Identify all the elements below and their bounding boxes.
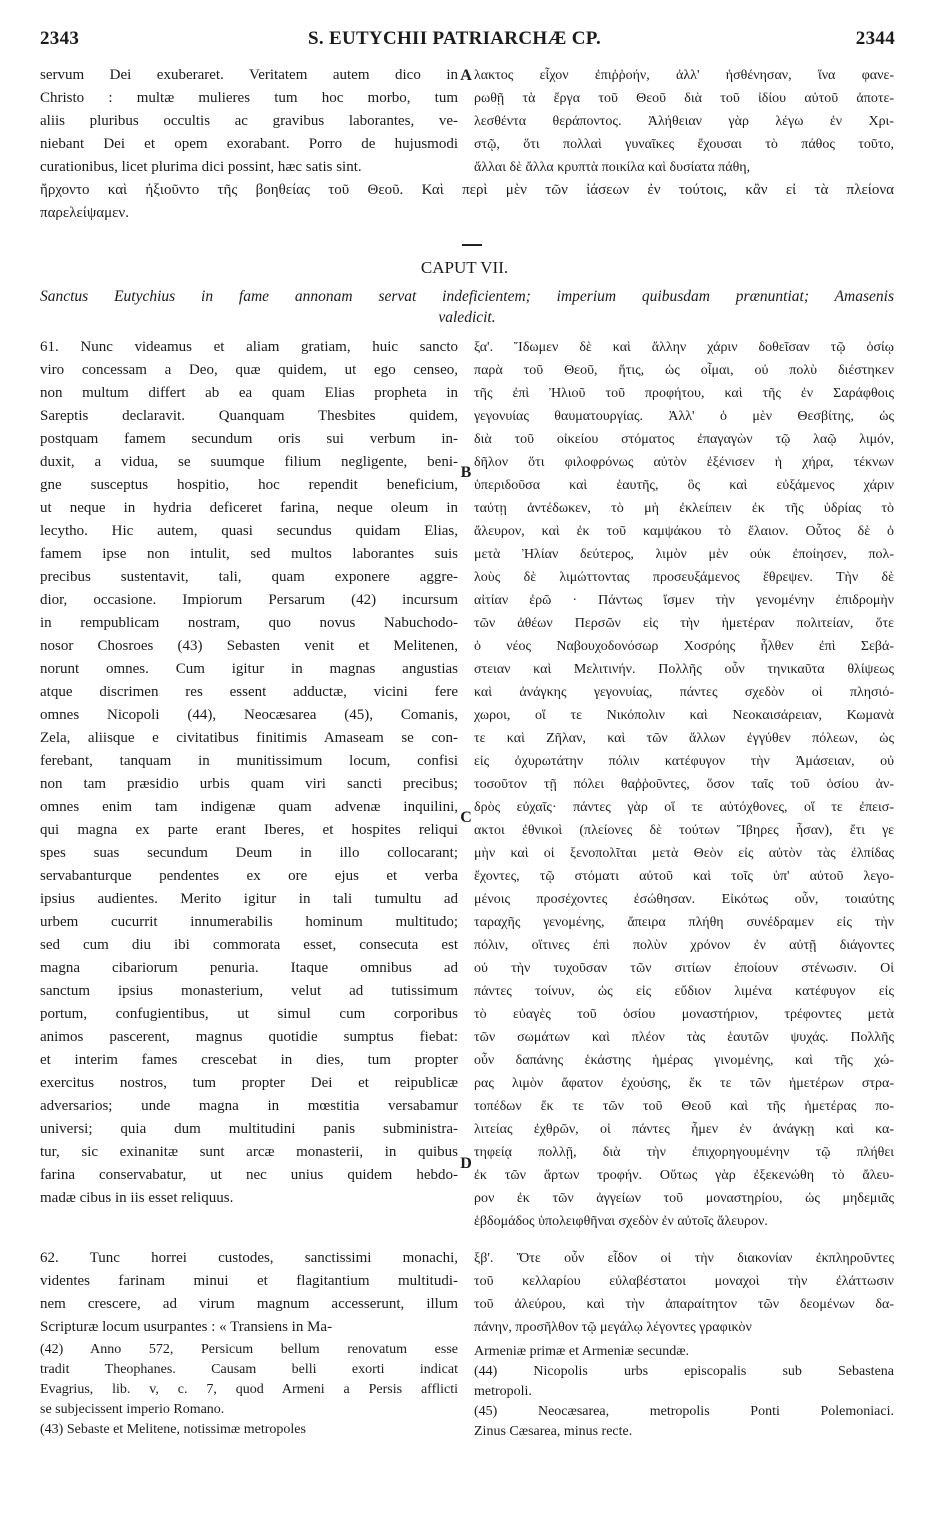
- text-line: Zela, aliisque e civitatibus finitimis Amaseam se con-: [40, 730, 458, 746]
- text-line: ἄλλαι δὲ ἄλλα κρυπτὰ ποικίλα καὶ δυσίατα πάθη,: [474, 160, 751, 175]
- footnotes-right: [474, 1342, 894, 1442]
- text-line: ρας λιμὸν ἄφατον ἐχούσης, ἔκ τε τῶν ἡμετέρων στρα-: [474, 1076, 894, 1091]
- text-line: ἑβδομάδος ὑπολειφθῆναι σχεδὸν ἐν αὐτοῖς ἄλευρον.: [474, 1214, 768, 1229]
- text-line: duxit, a vidua, se suumque filium negligente, beni-: [40, 454, 458, 470]
- text-line: ferebant, tanquam in munitissimum locum, confisi: [40, 753, 458, 769]
- text-line: dior, occasione. Impiorum Persarum (42) incursum: [40, 592, 458, 608]
- text-line: precibus sustentavit, tali, quam exponere aggre-: [40, 569, 458, 585]
- text-line: ξβ'. Ὅτε οὖν εἶδον οἱ τὴν διακονίαν ἐκπληροῦντες: [474, 1251, 894, 1266]
- text-line: εἰς ὀχυρωτάτην πόλιν κατέφυγον τὴν Ἀμάσειαν, οὐ: [474, 754, 894, 769]
- text-line: omnes Nicopoli (44), Neocæsarea (45), Comanis,: [40, 707, 458, 723]
- text-line: non tam præsidio urbis quam viri sancti precibus;: [40, 776, 458, 792]
- text-line: διὰ τοῦ οἰκείου στόματος ἐπαγαγὼν τῷ λαῷ λιμόν,: [474, 432, 894, 447]
- text-line: ακτοι ἐθνικοὶ (πλείονες δὲ τούτων Ἴβηρες ἦσαν), ἔτι γε: [474, 823, 894, 838]
- text-line: ἄλευρον, καὶ ἐκ τοῦ καμψάκου τὸ ἔλαιον. Οὗτος δὲ ὁ: [474, 524, 894, 539]
- text-line: ἤρχοντο καὶ ἠξιοῦντο τῆς βοηθείας τοῦ Θεοῦ. Καὶ περὶ μὲν τῶν ἰάσεων ἐν τούτοις, κἂν εἰ τὰ πλείονα: [40, 182, 894, 198]
- text-line: λακτος εἶχον ἐπιῤῥοήν, ἀλλ' ἠσθένησαν, ἵνα φανε-: [474, 68, 894, 83]
- text-line: δῆλον ὅτι φιλοφρόνως αὐτὸν ἐξένισεν ἡ χήρα, τέκνων: [474, 455, 894, 470]
- text-line: γεγονυίας θαυματουργίας. Ἀλλ' ὁ μὲν Θεσβίτης, ὡς: [474, 409, 894, 424]
- text-line: ὁ νέος Ναβουχοδονόσωρ Χοσρόης ἦλθεν ἐπὶ Σεβά-: [474, 639, 894, 654]
- text-line: πάντες τοίνυν, ὡς εἰς εὔδιον λιμένα κατέφυγον εἰς: [474, 984, 894, 999]
- text-line: λοὺς δὲ λιμώττοντας προσευξάμενος ἔθρεψεν. Τὴν δὲ: [474, 570, 894, 585]
- text-line: (45) Neocæsarea, metropolis Ponti Polemoniaci.: [474, 1404, 894, 1419]
- text-line: χωροι, οἵ τε Νικόπολιν καὶ Νεοκαισάρειαν, Κωμανὰ: [474, 708, 894, 723]
- text-line: ξα'. Ἴδωμεν δὲ καὶ ἄλλην χάριν δοθεῖσαν τῷ ὁσίῳ: [474, 340, 894, 355]
- text-line: τοπέδων ἔκ τε τῶν τοῦ Θεοῦ καὶ τῆς ἡμετέρας πο-: [474, 1099, 894, 1114]
- text-line: omnes enim tam indigenæ quam advenæ inquilini,: [40, 799, 458, 815]
- text-line: viro concessam a Deo, quæ quidem, ut ego censeo,: [40, 362, 458, 378]
- text-line: curationibus, licet plurima dici possint, hæc satis sint.: [40, 159, 362, 175]
- text-line: exercitus nostros, tum propter Dei et reipublicæ: [40, 1075, 458, 1091]
- text-line: πόλιν, οἵτινες ἐπὶ πολὺν χρόνον ἐν αὐτῇ διάγοντες: [474, 938, 894, 953]
- text-line: gne susceptus hospitio, hoc rependit beneficium,: [40, 477, 458, 493]
- text-line: καὶ ἀνάγκης γεγονυίας, πάντες σχεδὸν οἱ πλησιό-: [474, 685, 894, 700]
- greek-paragraph-62: [474, 1247, 894, 1339]
- text-line: servum Dei exuberaret. Veritatem autem dico in: [40, 67, 458, 83]
- chapter-summary: [40, 286, 894, 328]
- text-line: 62. Tunc horrei custodes, sanctissimi monachi,: [40, 1250, 458, 1266]
- text-line: Scripturæ locum usurpantes : « Transiens in Ma-: [40, 1319, 333, 1335]
- text-line: famem ipse non intulit, sed multos laborantes suis: [40, 546, 458, 562]
- text-line: tur, sic exinanitæ sunt arcæ monasterii, in quibus: [40, 1144, 458, 1160]
- text-line: Zinus Cæsarea, minus recte.: [474, 1424, 633, 1439]
- text-line: universi; quia dum multitudini panis subministra-: [40, 1121, 458, 1137]
- text-line: ἐκ τῶν ἄρτων τροφήν. Οὕτως γὰρ ἐξεκενώθη τὸ ἄλευ-: [474, 1168, 894, 1183]
- text-line: in rempublicam nostram, quo novus Nabuchodo-: [40, 615, 458, 631]
- running-title: S. EUTYCHII PATRIARCHÆ CP.: [308, 28, 602, 49]
- text-line: nosor Chosroes (43) Sebasten venit et Melitenen,: [40, 638, 458, 654]
- text-line: ὑπεριδοῦσα καὶ ἑαυτῆς, ὃς καὶ εὐξάμενος χάριν: [474, 478, 894, 493]
- text-line: λιτείας ἐχθρῶν, οἱ πάντες ἦμεν ἐν ἀνάγκῃ καὶ κα-: [474, 1122, 894, 1137]
- text-line: (42) Anno 572, Persicum bellum renovatum esse: [40, 1342, 458, 1357]
- margin-letter-d: D: [460, 1155, 472, 1172]
- text-line: nem crescere, ad virum magnum accesserunt, illum: [40, 1296, 458, 1312]
- top-greek-column: [474, 64, 894, 179]
- text-line: παρελείψαμεν.: [40, 205, 129, 221]
- text-line: (44) Nicopolis urbs episcopalis sub Sebastena: [474, 1364, 894, 1379]
- chapter-title: CAPUT VII.: [420, 258, 509, 277]
- text-line: postquam famem secundum oris sui verbum in-: [40, 431, 458, 447]
- text-line: Armeniæ primæ et Armeniæ secundæ.: [474, 1344, 690, 1359]
- text-line: παρὰ τοῦ Θεοῦ, ἥτις, ὡς οἶμαι, οὐ πολὺ διέστηκεν: [474, 363, 894, 378]
- text-line: τῶν σωμάτων καὶ πλέον τὰς ἑαυτῶν ψυχάς. Πολλῆς: [474, 1030, 894, 1045]
- margin-letter-b: B: [460, 464, 472, 481]
- greek-column: [474, 336, 894, 1233]
- text-line: ρον ἐκ τῶν ἀγγείων τοῦ μοναστηρίου, ὡς μηδεμιᾶς: [474, 1191, 894, 1206]
- top-full-width-text: [40, 179, 894, 225]
- text-line: non multum differt ab ea quam Elias propheta in: [40, 385, 458, 401]
- text-line: μετὰ Ἠλίαν δεύτερος, λιμὸν μὲν οὐκ ἐποίησεν, πολ-: [474, 547, 894, 562]
- text-line: sanctum ipsius monasterium, velut ad tutissimum: [40, 983, 458, 999]
- text-line: atque discrimen res essent adductæ, vicini fere: [40, 684, 458, 700]
- summary-line: valedicit.: [438, 309, 496, 326]
- text-line: τε καὶ Ζῆλαν, καὶ τῶν ἄλλων ἐγγύθεν πόλεων, ὡς: [474, 731, 894, 746]
- text-line: μὴν καὶ οἱ ξενοπολῖται μετὰ Θεὸν εἰς αὐτὸν τὰς ἐλπίδας: [474, 846, 894, 861]
- text-line: δρὸς εὐχαῖς· πάντες γὰρ οἵ τε αὐτόχθονες, οἵ τε ἐπεισ-: [474, 800, 894, 815]
- text-line: adversarios; unde magna in mœstitia versabamur: [40, 1098, 458, 1114]
- text-line: ταύτῃ ἀντέδωκεν, τὸ μὴ ἐκλείπειν ἐκ τῆς ὑδρίας τὸ: [474, 501, 894, 516]
- summary-line: Sanctus Eutychius in fame annonam servat indeficientem; imperium quibusdam prænuntiat; Amasenis: [40, 288, 894, 305]
- latin-column: [40, 336, 458, 1210]
- footnotes-left: [40, 1340, 458, 1440]
- text-line: spes suas secundum Deum in illo collocarant;: [40, 845, 458, 861]
- text-line: (43) Sebaste et Melitene, notissimæ metropoles: [40, 1422, 306, 1437]
- text-line: μένοις προσέχοντες ἐσώθησαν. Εἰκότως οὖν, τοιαύτης: [474, 892, 894, 907]
- text-line: se subjecissent imperio Romano.: [40, 1402, 225, 1417]
- page-number-right: 2344: [855, 28, 895, 49]
- text-line: servabanturque pendentes ex ore ejus et verba: [40, 868, 458, 884]
- text-line: urbem cucurrit innumerabilis hominum multitudo;: [40, 914, 458, 930]
- text-line: τοσοῦτον τῇ πόλει θαῤῥοῦντες, ὅσον ταῖς τοῦ ὁσίου ἀν-: [474, 777, 894, 792]
- text-line: Christo : multæ mulieres tum hoc morbo, tum: [40, 90, 458, 106]
- text-line: portum, confugientibus, ut simul cum corporibus: [40, 1006, 458, 1022]
- text-line: οὖν δαπάνης ἑκάστης ἡμέρας γινομένης, καὶ τῆς χώ-: [474, 1053, 894, 1068]
- top-latin-column: [40, 64, 458, 179]
- text-line: tradit Theophanes. Causam belli exorti indicat: [40, 1362, 458, 1377]
- text-line: οὐ τὴν τυχοῦσαν τῶν σιτίων ἐποίουν στένωσιν. Οἱ: [474, 961, 894, 976]
- text-line: niebant Dei et opem exorabant. Porro de hujusmodi: [40, 136, 458, 152]
- text-line: ipsius audientes. Merito igitur in tali tumultu ad: [40, 891, 458, 907]
- text-line: τῶν ἀθέων Περσῶν εἰς τὴν ἡμετέραν πολιτείαν, ὅτε: [474, 616, 894, 631]
- text-line: πάνην, προσῆλθον τῷ μεγάλῳ λέγοντες γραφικὸν: [474, 1320, 752, 1335]
- text-line: sed cum diu ibi commorata esset, consecuta est: [40, 937, 458, 953]
- page-header: [0, 28, 929, 62]
- text-line: et interim fames crescebat in dies, tum propter: [40, 1052, 458, 1068]
- text-line: ταραχῆς γενομένης, ἄπειρα πλήθη συνέδραμεν εἰς τὴν: [474, 915, 894, 930]
- text-line: λεσθέντα θεράποντος. Ἀλήθειαν γὰρ λέγω ἐν Χρι-: [474, 114, 894, 129]
- margin-letter-a: A: [460, 67, 472, 84]
- text-line: metropoli.: [474, 1384, 532, 1399]
- text-line: ut neque in hydria deficeret farina, neque oleum in: [40, 500, 458, 516]
- text-line: Sareptis declaravit. Quanquam Thesbites quidem,: [40, 408, 458, 424]
- text-line: τοῦ κελλαρίου εὐλαβέστατοι μοναχοὶ τὴν ἐλάττωσιν: [474, 1274, 894, 1289]
- text-line: farina conservabatur, ut nec unius quidem hebdo-: [40, 1167, 458, 1183]
- text-line: aliis pluribus occultis ac gravibus laborantes, ve-: [40, 113, 458, 129]
- text-line: norunt omnes. Cum igitur in magnas angustias: [40, 661, 458, 677]
- latin-paragraph-62: [40, 1247, 458, 1339]
- text-line: animos pascerent, magnus quotidie sumptus fiebat:: [40, 1029, 458, 1045]
- text-line: τὸ εὐαγὲς τοῦ ὁσίου μοναστήριον, τρέφοντες μετὰ: [474, 1007, 894, 1022]
- page-number-left: 2343: [40, 28, 80, 49]
- text-line: στῷ, ὅτι πολλαὶ γυναῖκες ἔχουσαι τὸ πάθος τοῦτο,: [474, 137, 894, 152]
- text-line: qui magna ex parte erant Iberes, et hospites reliqui: [40, 822, 458, 838]
- text-line: τῆς ἐπὶ Ἠλιοῦ τοῦ προφήτου, καὶ τῆς ἐν Σαράφθοις: [474, 386, 894, 401]
- section-rule: [462, 244, 482, 246]
- text-line: αἰτίαν ἐρῶ · Πάντως ἴσμεν τὴν γενομένην ἐπιδρομὴν: [474, 593, 894, 608]
- text-line: madæ cibus in iis esset reliquus.: [40, 1190, 234, 1206]
- text-line: στειαν καὶ Μελιτινήν. Πολλῆς οὖν τηνικαῦτα θλίψεως: [474, 662, 894, 677]
- text-line: videntes farinam minui et flagitantium multitudi-: [40, 1273, 458, 1289]
- text-line: lecytho. Hic autem, quasi secundus quidam Elias,: [40, 523, 458, 539]
- text-line: τηφείᾳ πολλῇ, διὰ τὴν ἐπιχορηγουμένην τῷ πλήθει: [474, 1145, 894, 1160]
- text-line: 61. Nunc videamus et aliam gratiam, huic sancto: [40, 339, 458, 355]
- text-line: Evagrius, lib. v, c. 7, quod Armeni a Persis afflicti: [40, 1382, 458, 1397]
- text-line: ἔχοντες, τῷ στόματι αὐτοῦ καὶ τοῖς ὑπ' αὐτοῦ λεγο-: [474, 869, 894, 884]
- text-line: τοῦ ἀλεύρου, καὶ τὴν ἀπαραίτητον τῶν δεομένων δα-: [474, 1297, 894, 1312]
- text-line: ρωθῇ τὰ ἔργα τοῦ Θεοῦ διὰ τοῦ ἰδίου αὐτοῦ ἀποτε-: [474, 91, 894, 106]
- margin-letter-c: C: [460, 809, 472, 826]
- text-line: magna cibariorum penuria. Itaque omnibus ad: [40, 960, 458, 976]
